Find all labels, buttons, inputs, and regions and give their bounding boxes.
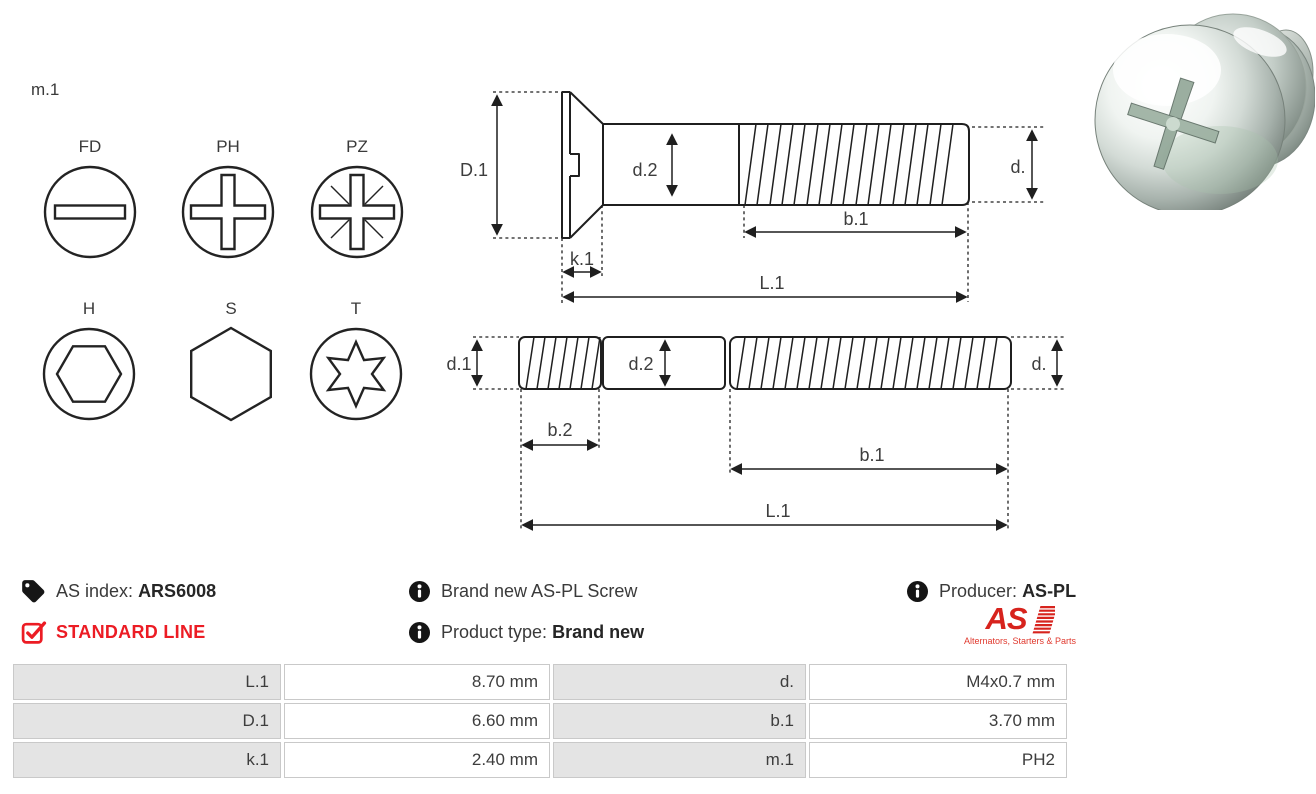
- dim-label-L1-top: L.1: [759, 273, 785, 293]
- torx-drive-icon: [308, 326, 404, 422]
- head-type-pz: [309, 136, 405, 260]
- slotted-drive-icon: [42, 164, 138, 260]
- as-index-row: [20, 578, 216, 604]
- brand-new-text: Brand new AS-PL Screw: [441, 580, 638, 601]
- head-type-t-label: T: [350, 299, 362, 318]
- head-type-pz-label: PZ: [346, 137, 368, 156]
- as-logo-tagline: Alternators, Starters & Parts: [963, 636, 1077, 646]
- spec-value-b1: 3.70 mm: [809, 703, 1067, 739]
- dim-label-d-top: d.: [1010, 157, 1026, 177]
- head-type-s-label: S: [225, 299, 237, 318]
- dim-label-d1-bottom: d.1: [446, 354, 472, 374]
- head-type-ph: [180, 136, 276, 260]
- as-index-text: [56, 581, 216, 602]
- spec-value-k1: 2.40 mm: [284, 742, 550, 778]
- info-icon: [408, 621, 431, 644]
- hex-socket-drive-icon: [41, 326, 137, 422]
- dim-label-d2-top: d.2: [632, 160, 658, 180]
- spec-label-L1: L.1: [13, 664, 281, 700]
- tag-icon: [20, 578, 46, 604]
- product-type-text: [441, 622, 644, 643]
- producer-text: [939, 581, 1076, 602]
- dim-label-D1: D.1: [459, 160, 489, 180]
- spec-label-b1: b.1: [553, 703, 806, 739]
- head-green-tint: [1162, 126, 1278, 194]
- spec-table: [13, 664, 1067, 778]
- as-index-label: AS index:: [56, 580, 134, 601]
- info-icon: [906, 580, 929, 603]
- product-type-label: Product type:: [441, 621, 548, 642]
- as-pl-logo: [952, 601, 1088, 646]
- head-type-ph-label: PH: [216, 137, 240, 156]
- head-type-h: [41, 298, 137, 422]
- spec-label-D1: D.1: [13, 703, 281, 739]
- as-logo-text: AS: [985, 601, 1027, 636]
- pozidriv-drive-icon: [309, 164, 405, 260]
- spec-label-m1: m.1: [553, 742, 806, 778]
- standard-line-row: [21, 619, 206, 645]
- dim-label-L1-bottom: L.1: [765, 501, 791, 521]
- dim-label-b2: b.2: [547, 420, 573, 440]
- product-type-row: [408, 619, 644, 645]
- head-highlight: [1113, 34, 1221, 106]
- info-icon: [408, 580, 431, 603]
- spec-value-m1: PH2: [809, 742, 1067, 778]
- dim-label-b1-bottom: b.1: [859, 445, 885, 465]
- checkbox-checked-icon: [21, 620, 46, 645]
- head-type-s: [183, 298, 279, 422]
- spec-value-d: M4x0.7 mm: [809, 664, 1067, 700]
- screw-photo-art: [1095, 14, 1315, 210]
- producer-value: AS-PL: [1022, 580, 1077, 601]
- spec-value-D1: 6.60 mm: [284, 703, 550, 739]
- spec-label-k1: k.1: [13, 742, 281, 778]
- m1-caption: m.1: [31, 80, 60, 99]
- dim-label-d2-bottom: d.2: [628, 354, 654, 374]
- dim-label-d-bottom: d.: [1031, 354, 1047, 374]
- standard-line-text: STANDARD LINE: [56, 621, 206, 642]
- spec-value-L1: 8.70 mm: [284, 664, 550, 700]
- dim-label-b1-top: b.1: [843, 209, 869, 229]
- technical-drawings: [440, 70, 1090, 540]
- head-type-h-label: H: [82, 299, 96, 318]
- as-logo-stripes-icon: [1029, 604, 1055, 634]
- as-index-value: ARS6008: [138, 580, 217, 601]
- product-type-value: Brand new: [552, 621, 645, 642]
- producer-label: Producer:: [939, 580, 1018, 601]
- brand-new-row: [408, 578, 637, 604]
- head-type-fd: [42, 136, 138, 260]
- phillips-drive-icon: [180, 164, 276, 260]
- dim-label-k1: k.1: [569, 249, 595, 269]
- spec-label-d: d.: [553, 664, 806, 700]
- head-type-fd-label: FD: [78, 137, 102, 156]
- hex-head-icon: [183, 326, 279, 422]
- head-type-t: [308, 298, 404, 422]
- drawing-countersunk-screw: [460, 92, 1044, 305]
- drawing-stud: [446, 337, 1065, 531]
- product-photo: [1085, 2, 1315, 210]
